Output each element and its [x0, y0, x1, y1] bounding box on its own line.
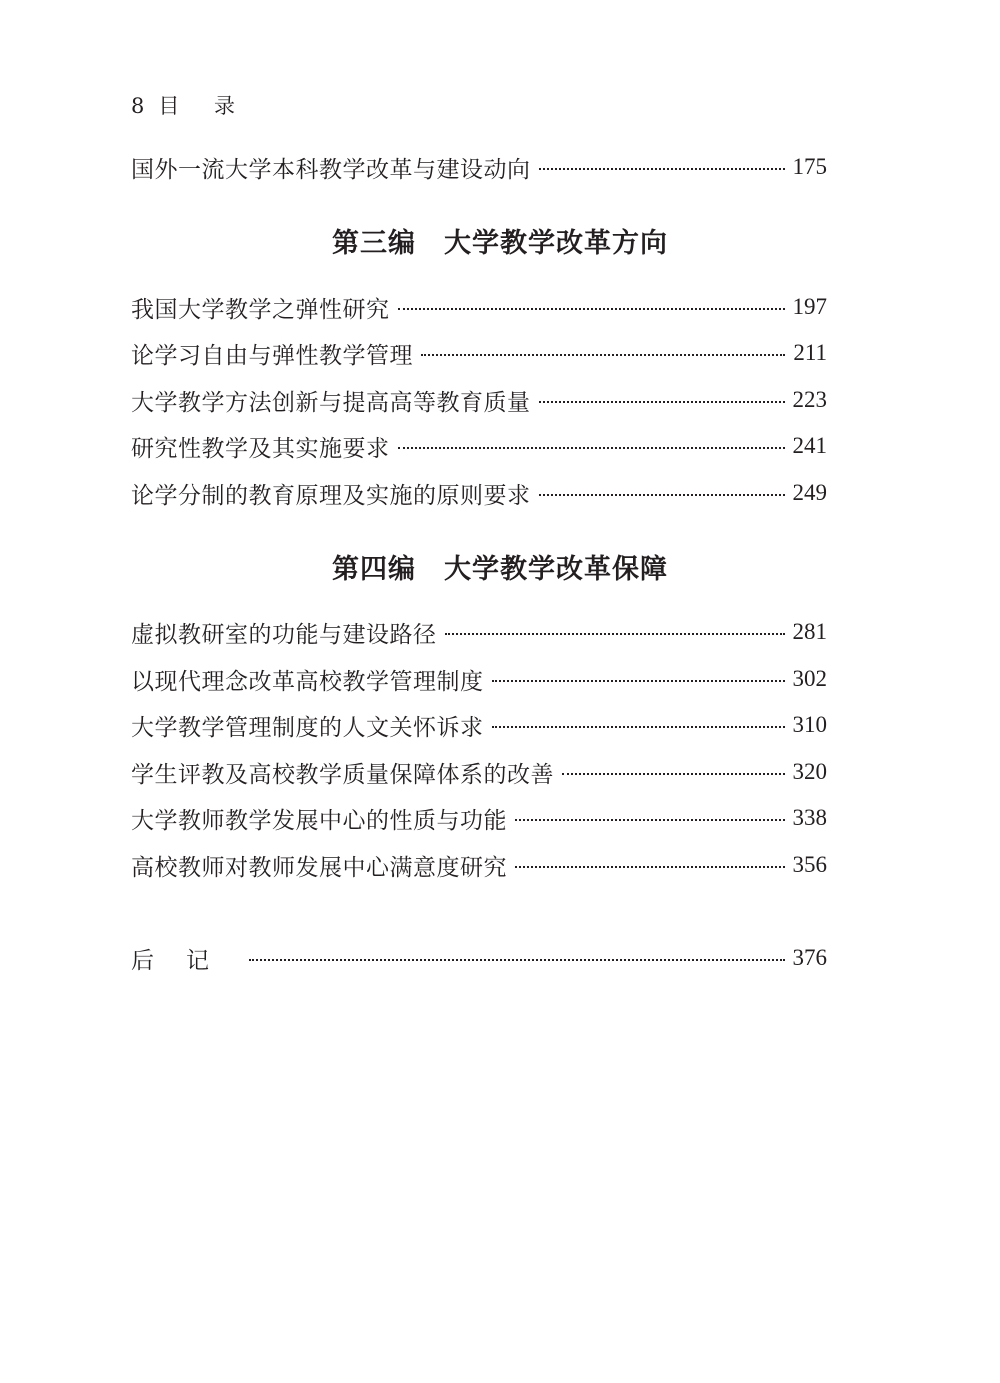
- toc-entry-title: 大学教学管理制度的人文关怀诉求: [131, 714, 484, 741]
- toc-entry[interactable]: [131, 612, 827, 652]
- toc-entry-title: 论学分制的教育原理及实施的原则要求: [131, 482, 531, 509]
- toc-entry[interactable]: [131, 705, 827, 745]
- toc-entry[interactable]: [131, 798, 827, 838]
- toc-entry-title: 虚拟教研室的功能与建设路径: [131, 621, 437, 648]
- toc-entry[interactable]: [131, 287, 827, 327]
- dot-leader: [492, 680, 785, 682]
- dot-leader: [445, 633, 785, 635]
- dot-leader: [515, 866, 785, 868]
- toc-entry-page: 241: [792, 433, 827, 458]
- dot-leader: [398, 447, 785, 449]
- dot-leader: [539, 401, 785, 403]
- toc-entry-title: 后记: [131, 947, 241, 974]
- dot-leader: [249, 959, 785, 961]
- toc-entry-page: 281: [792, 619, 827, 644]
- toc-entry-page: 223: [792, 387, 827, 412]
- toc-entry-title: 大学教师教学发展中心的性质与功能: [131, 807, 507, 834]
- toc-entry[interactable]: [131, 333, 827, 373]
- toc-entry-page: 175: [792, 154, 827, 179]
- toc-entry-page: 320: [792, 759, 827, 784]
- dot-leader: [562, 773, 785, 775]
- dot-leader: [492, 726, 785, 728]
- toc-entry-title: 学生评教及高校教学质量保障体系的改善: [131, 761, 554, 788]
- toc-entry-title: 论学习自由与弹性教学管理: [131, 342, 413, 369]
- toc-entry[interactable]: [131, 147, 827, 187]
- dot-leader: [539, 168, 785, 170]
- header-section-title: 目 录: [158, 94, 250, 118]
- toc-entry[interactable]: [131, 473, 827, 513]
- toc-entry-title: 研究性教学及其实施要求: [131, 435, 390, 462]
- toc-entry-page: 197: [792, 294, 827, 319]
- toc-entry-title: 以现代理念改革高校教学管理制度: [131, 668, 484, 695]
- dot-leader: [421, 354, 785, 356]
- toc-entry-page: 211: [793, 340, 827, 365]
- toc-entry-page: 249: [792, 480, 827, 505]
- toc-entry[interactable]: [131, 426, 827, 466]
- part-heading-3: 第三编 大学教学改革方向: [332, 228, 668, 259]
- toc-entry-page: 338: [792, 805, 827, 830]
- toc-entry-page: 302: [792, 666, 827, 691]
- dot-leader: [539, 494, 785, 496]
- toc-entry-page: 356: [792, 852, 827, 877]
- toc-entry-title: 高校教师对教师发展中心满意度研究: [131, 854, 507, 881]
- toc-entry[interactable]: [131, 752, 827, 792]
- toc-entry-afterword[interactable]: [131, 938, 827, 978]
- toc-entry-page: 376: [792, 945, 827, 970]
- toc-entry[interactable]: [131, 845, 827, 885]
- part-heading-4: 第四编 大学教学改革保障: [332, 554, 668, 585]
- running-header: [131, 90, 249, 120]
- toc-entry-title: 国外一流大学本科教学改革与建设动向: [131, 156, 531, 183]
- toc-entry-title: 我国大学教学之弹性研究: [131, 296, 390, 323]
- toc-entry[interactable]: [131, 380, 827, 420]
- toc-entry-title: 大学教学方法创新与提高高等教育质量: [131, 389, 531, 416]
- dot-leader: [515, 819, 785, 821]
- header-page-number: 8: [131, 94, 145, 118]
- toc-entry-page: 310: [792, 712, 827, 737]
- dot-leader: [398, 308, 785, 310]
- toc-entry[interactable]: [131, 659, 827, 699]
